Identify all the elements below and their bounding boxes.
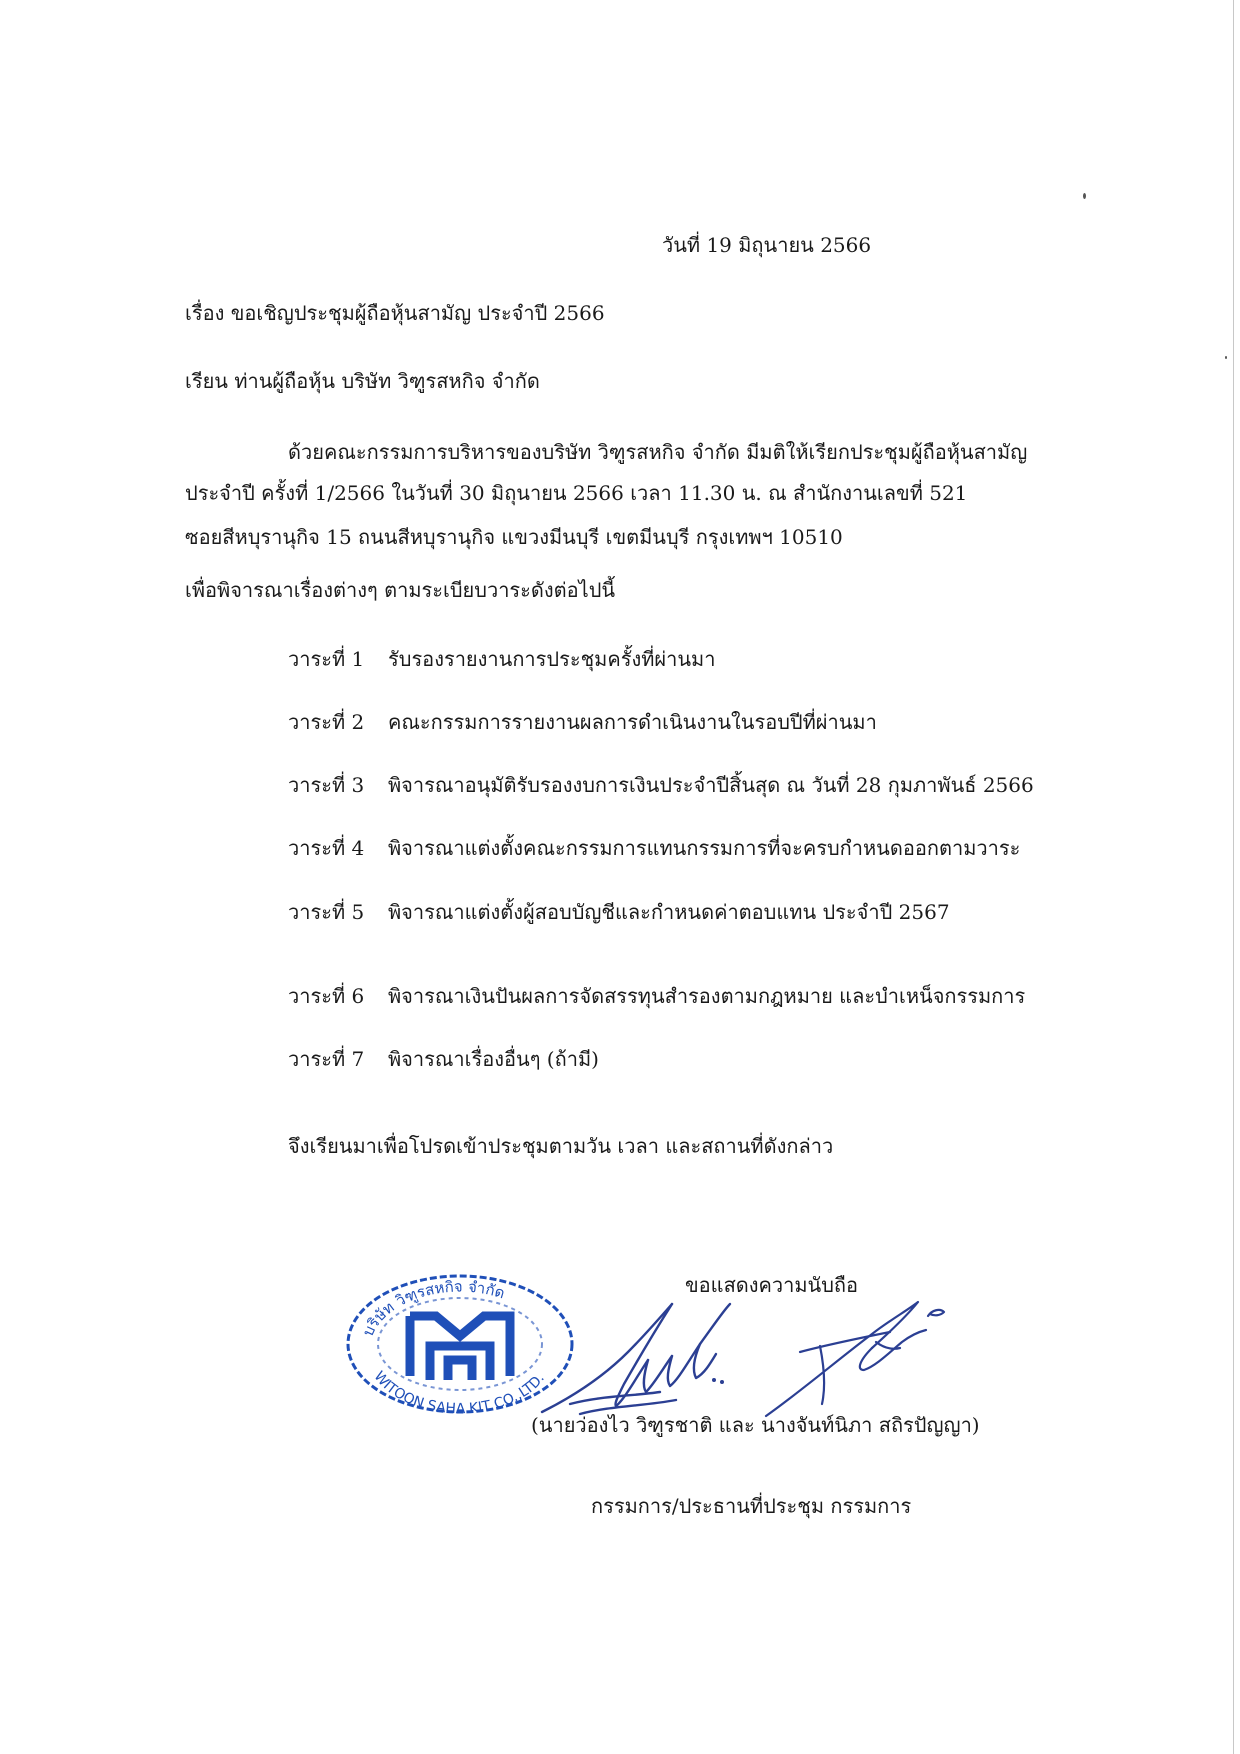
agenda-number: วาระที่ 3 — [288, 773, 365, 797]
agenda-text: พิจารณาแต่งตั้งคณะกรรมการแทนกรรมการที่จะครบกำหนดออกตามวาระ — [388, 836, 1021, 860]
agenda-item-6 — [288, 983, 1025, 1009]
body-line-2: ประจำปี ครั้งที่ 1/2566 ในวันที่ 30 มิถุนายน 2566 เวลา 11.30 น. ณ สำนักงานเลขที่ 521 — [185, 481, 968, 505]
agenda-text: คณะกรรมการรายงานผลการดำเนินงานในรอบปีที่ผ่านมา — [388, 710, 877, 734]
scan-speck — [1225, 356, 1227, 359]
agenda-text: พิจารณาเงินปันผลการจัดสรรทุนสำรองตามกฎหมาย และบำเหน็จกรรมการ — [388, 984, 1026, 1008]
stamp-logo-icon — [410, 1316, 510, 1380]
agenda-number: วาระที่ 5 — [288, 900, 365, 924]
letter-subject: เรื่อง ขอเชิญประชุมผู้ถือหุ้นสามัญ ประจำปี 2566 — [185, 301, 605, 325]
agenda-number: วาระที่ 7 — [288, 1047, 365, 1071]
body-line-3: ซอยสีหบุรานุกิจ 15 ถนนสีหบุรานุกิจ แขวงมีนบุรี เขตมีนบุรี กรุงเทพฯ 10510 — [185, 525, 843, 549]
agenda-number: วาระที่ 6 — [288, 984, 365, 1008]
agenda-text: พิจารณาเรื่องอื่นๆ (ถ้ามี) — [388, 1047, 599, 1071]
agenda-item-3 — [288, 772, 1034, 798]
scan-speck — [1083, 193, 1086, 199]
letter-regards: ขอแสดงความนับถือ — [685, 1273, 859, 1297]
agenda-item-7 — [288, 1046, 599, 1072]
agenda-number: วาระที่ 4 — [288, 836, 365, 860]
svg-text:WITOON SAHA KIT CO.,LTD. — [371, 1369, 548, 1416]
agenda-text: พิจารณาแต่งตั้งผู้สอบบัญชีและกำหนดค่าตอบแทน ประจำปี 2567 — [388, 900, 950, 924]
signatories: (นายว่องไว วิฑูรชาติ และ นางจันท์นิภา สถิรปัญญา) — [531, 1413, 980, 1437]
agenda-number: วาระที่ 2 — [288, 710, 365, 734]
page-edge — [1233, 0, 1234, 1754]
agenda-item-2 — [288, 709, 877, 735]
body-line-4: เพื่อพิจารณาเรื่องต่างๆ ตามระเบียบวาระดังต่อไปนี้ — [185, 578, 616, 602]
agenda-text: รับรองรายงานการประชุมครั้งที่ผ่านมา — [388, 647, 716, 671]
agenda-text: พิจารณาอนุมัติรับรองงบการเงินประจำปีสิ้นสุด ณ วันที่ 28 กุมภาพันธ์ 2566 — [388, 773, 1034, 797]
letter-date: วันที่ 19 มิถุนายน 2566 — [662, 233, 872, 257]
agenda-item-4 — [288, 835, 1020, 861]
stamp-text-bottom: WITOON SAHA KIT CO.,LTD. — [370, 1368, 548, 1416]
agenda-item-1 — [288, 646, 715, 672]
agenda-item-5 — [288, 899, 950, 925]
signatory-titles: กรรมการ/ประธานที่ประชุม กรรมการ — [591, 1494, 912, 1518]
letter-recipient: เรียน ท่านผู้ถือหุ้น บริษัท วิฑูรสหกิจ จำกัด — [185, 369, 540, 393]
body-line-1: ด้วยคณะกรรมการบริหารของบริษัท วิฑูรสหกิจ จำกัด มีมติให้เรียกประชุมผู้ถือหุ้นสามัญ — [288, 440, 1028, 464]
stamp-text-top: บริษัท วิฑูรสหกิจ จำกัด — [358, 1277, 508, 1340]
signature-co-director — [760, 1296, 960, 1422]
signature-director — [540, 1300, 740, 1418]
letter-closing: จึงเรียนมาเพื่อโปรดเข้าประชุมตามวัน เวลา และสถานที่ดังกล่าว — [288, 1134, 834, 1158]
agenda-number: วาระที่ 1 — [288, 647, 365, 671]
